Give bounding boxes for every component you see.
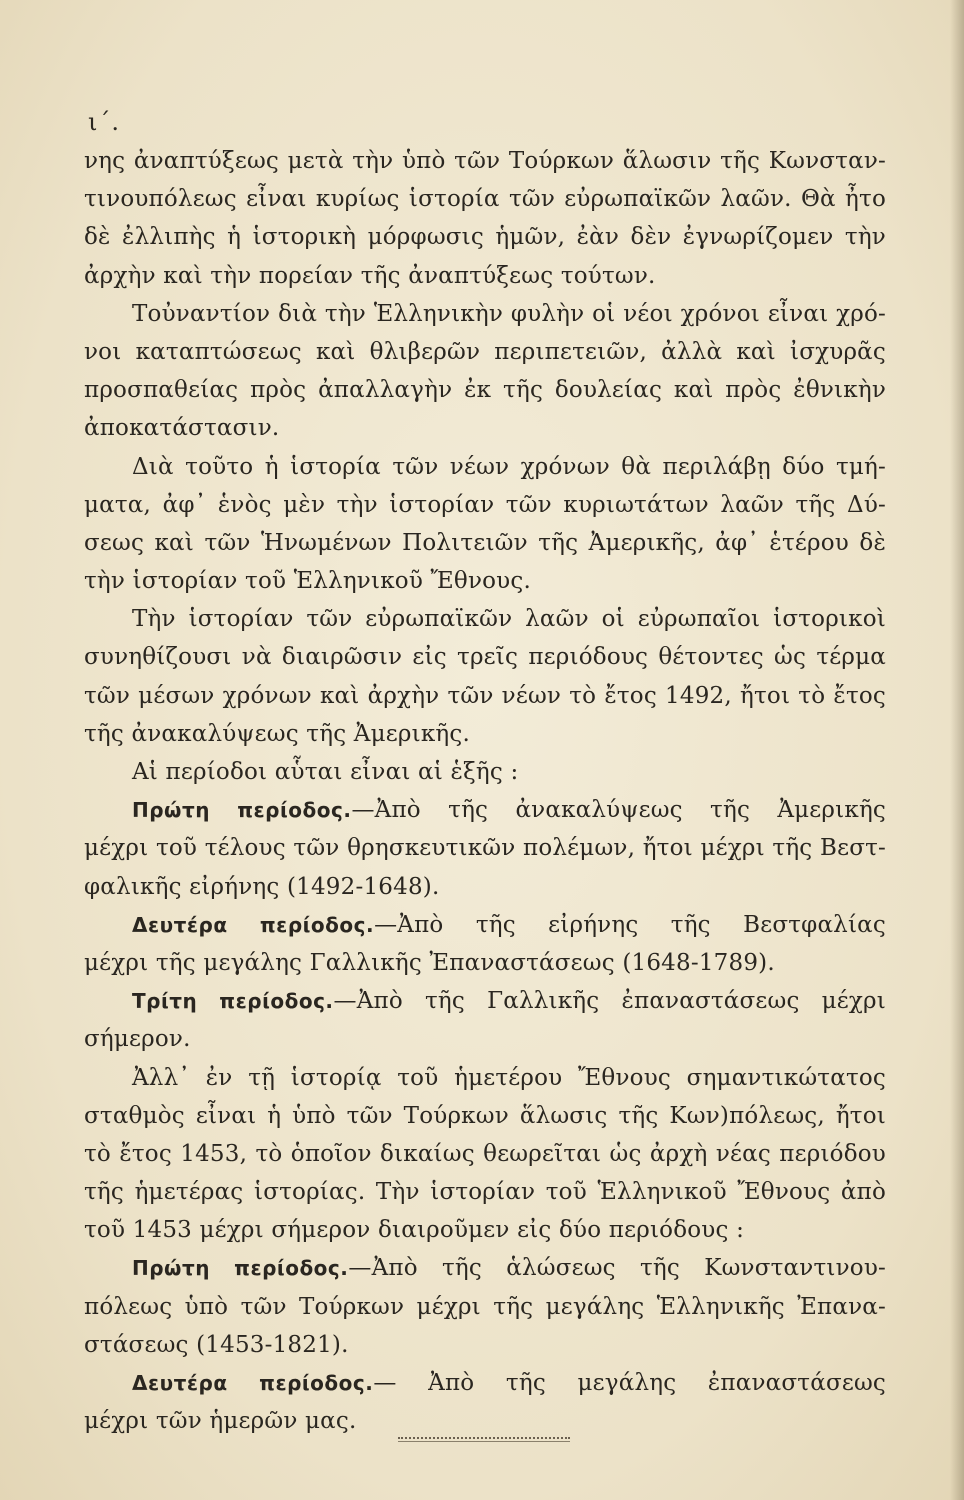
line-text: τὸ ἔτος 1453, τὸ ὁποῖον δικαίως θεωρεῖται ὡς ἀρχὴ νέας περιόδου [84, 1140, 886, 1167]
text-line [84, 524, 886, 562]
line-text: —Ἀπὸ τῆς Γαλλικῆς ἐπαναστάσεως μέχρι [333, 988, 886, 1015]
line-text: —Ἀπὸ τῆς ἁλώσεως τῆς Κωνσταντινου- [348, 1255, 886, 1282]
text-line [84, 218, 886, 256]
line-text: τῆς ἡμετέρας ἱστορίας. Τὴν ἱστορίαν τοῦ Ἑλληνικοῦ Ἔθνους ἀπὸ [84, 1179, 886, 1206]
line-text: —Ἀπὸ τῆς ἀνακαλύψεως τῆς Ἀμερικῆς [351, 797, 886, 824]
line-text: —Ἀπὸ τῆς εἰρήνης τῆς Βεστφαλίας [374, 911, 886, 938]
text-line [84, 1173, 886, 1211]
line-text: σεως καὶ τῶν Ἡνωμένων Πολιτειῶν τῆς Ἀμερικῆς, ἀφ᾽ ἑτέρου δὲ [84, 529, 886, 556]
line-text: προσπαθείας πρὸς ἀπαλλαγὴν ἐκ τῆς δουλείας καὶ πρὸς ἐθνικὴν [84, 377, 886, 404]
end-ornament-rule-underline [398, 1441, 570, 1442]
page-number: ι΄. [88, 108, 121, 136]
line-text: συνηθίζουσι νὰ διαιρῶσιν εἰς τρεῖς περιόδους θέτοντες ὡς τέρμα [84, 644, 886, 671]
page-edge-shadow [950, 0, 964, 1500]
period-heading-line [84, 982, 886, 1020]
line-text: ματα, ἀφ᾽ ἑνὸς μὲν τὴν ἱστορίαν τῶν κυριωτάτων λαῶν τῆς Δύ- [84, 491, 886, 518]
line-text: νοι καταπτώσεως καὶ θλιβερῶν περιπετειῶν, ἀλλὰ καὶ ἰσχυρᾶς [84, 338, 886, 365]
period-heading-line [84, 906, 886, 944]
line-text: στάσεως (1453-1821). [84, 1331, 349, 1358]
period-heading: Πρώτη περίοδος. [132, 798, 352, 823]
line-text: φαλικῆς εἰρήνης (1492-1648). [84, 873, 440, 900]
line-text: Ἀλλ᾽ ἐν τῇ ἱστορίᾳ τοῦ ἡμετέρου Ἔθνους σημαντικώτατος [132, 1064, 886, 1091]
text-line [84, 715, 886, 753]
line-text: μέχρι τῶν ἡμερῶν μας. [84, 1408, 357, 1435]
period-heading: Τρίτη περίοδος. [132, 989, 334, 1014]
period-heading-line [84, 1249, 886, 1287]
line-text: τῆς ἀνακαλύψεως τῆς Ἀμερικῆς. [84, 720, 470, 747]
text-line [84, 142, 886, 180]
text-line [84, 1059, 886, 1097]
text-line [84, 1097, 886, 1135]
text-line [84, 371, 886, 409]
text-line [84, 829, 886, 867]
text-line [84, 1211, 886, 1249]
text-line [84, 448, 886, 486]
line-text: τὴν ἱστορίαν τοῦ Ἑλληνικοῦ Ἔθνους. [84, 568, 531, 595]
body-text [84, 142, 886, 1440]
line-text: πόλεως ὑπὸ τῶν Τούρκων μέχρι τῆς μεγάλης Ἑλληνικῆς Ἐπανα- [84, 1293, 886, 1320]
line-text: Διὰ τοῦτο ἡ ἱστορία τῶν νέων χρόνων θὰ περιλάβῃ δύο τμή- [132, 453, 886, 480]
line-text: τινουπόλεως εἶναι κυρίως ἱστορία τῶν εὐρωπαϊκῶν λαῶν. Θὰ ἦτο [84, 186, 886, 213]
text-line [84, 1020, 886, 1058]
line-text: τοῦ 1453 μέχρι σήμερον διαιροῦμεν εἰς δύο περιόδους : [84, 1217, 745, 1244]
line-text: — Ἀπὸ τῆς μεγάλης ἐπαναστάσεως [373, 1370, 886, 1396]
text-line [84, 333, 886, 371]
text-line [84, 295, 886, 333]
line-text: τῶν μέσων χρόνων καὶ ἀρχὴν τῶν νέων τὸ ἔτος 1492, ἤτοι τὸ ἔτος [84, 682, 886, 709]
text-line [84, 638, 886, 676]
text-line [84, 944, 886, 982]
text-line [84, 562, 886, 600]
line-text: δὲ ἐλλιπὴς ἡ ἱστορικὴ μόρφωσις ἡμῶν, ἐὰν δὲν ἐγνωρίζομεν τὴν [84, 224, 886, 251]
text-line [84, 1135, 886, 1173]
period-heading: Δευτέρα περίοδος. [132, 1371, 374, 1395]
period-heading-line [84, 791, 886, 829]
line-text: Αἱ περίοδοι αὗται εἶναι αἱ ἑξῆς : [132, 759, 519, 785]
line-text: Τὴν ἱστορίαν τῶν εὐρωπαϊκῶν λαῶν οἱ εὐρωπαῖοι ἱστορικοὶ [132, 606, 886, 633]
text-line [84, 677, 886, 715]
line-text: σήμερον. [84, 1026, 191, 1053]
period-heading-line [84, 1364, 886, 1402]
period-heading: Πρώτη περίοδος. [132, 1256, 349, 1281]
text-line [84, 753, 886, 791]
text-line [84, 257, 886, 295]
line-text: ἀποκατάστασιν. [84, 415, 280, 442]
line-text: μέχρι τοῦ τέλους τῶν θρησκευτικῶν πολέμων, ἤτοι μέχρι τῆς Βεστ- [84, 835, 886, 862]
text-line [84, 409, 886, 447]
text-line [84, 1326, 886, 1364]
text-line [84, 1288, 886, 1326]
line-text: νης ἀναπτύξεως μετὰ τὴν ὑπὸ τῶν Τούρκων ἅλωσιν τῆς Κωνσταν- [84, 148, 886, 174]
text-line [84, 180, 886, 218]
text-line [84, 600, 886, 638]
end-ornament-rule [398, 1437, 570, 1439]
text-line [84, 1402, 886, 1440]
line-text: μέχρι τῆς μεγάλης Γαλλικῆς Ἐπαναστάσεως (1648-1789). [84, 949, 775, 976]
line-text: Τοὐναντίον διὰ τὴν Ἑλληνικὴν φυλὴν οἱ νέοι χρόνοι εἶναι χρό- [132, 300, 886, 327]
period-heading: Δευτέρα περίοδος. [132, 912, 375, 937]
text-line [84, 868, 886, 906]
line-text: σταθμὸς εἶναι ἡ ὑπὸ τῶν Τούρκων ἅλωσις τῆς Κων)πόλεως, ἤτοι [84, 1102, 886, 1129]
line-text: ἀρχὴν καὶ τὴν πορείαν τῆς ἀναπτύξεως τούτων. [84, 262, 656, 289]
text-line [84, 486, 886, 524]
